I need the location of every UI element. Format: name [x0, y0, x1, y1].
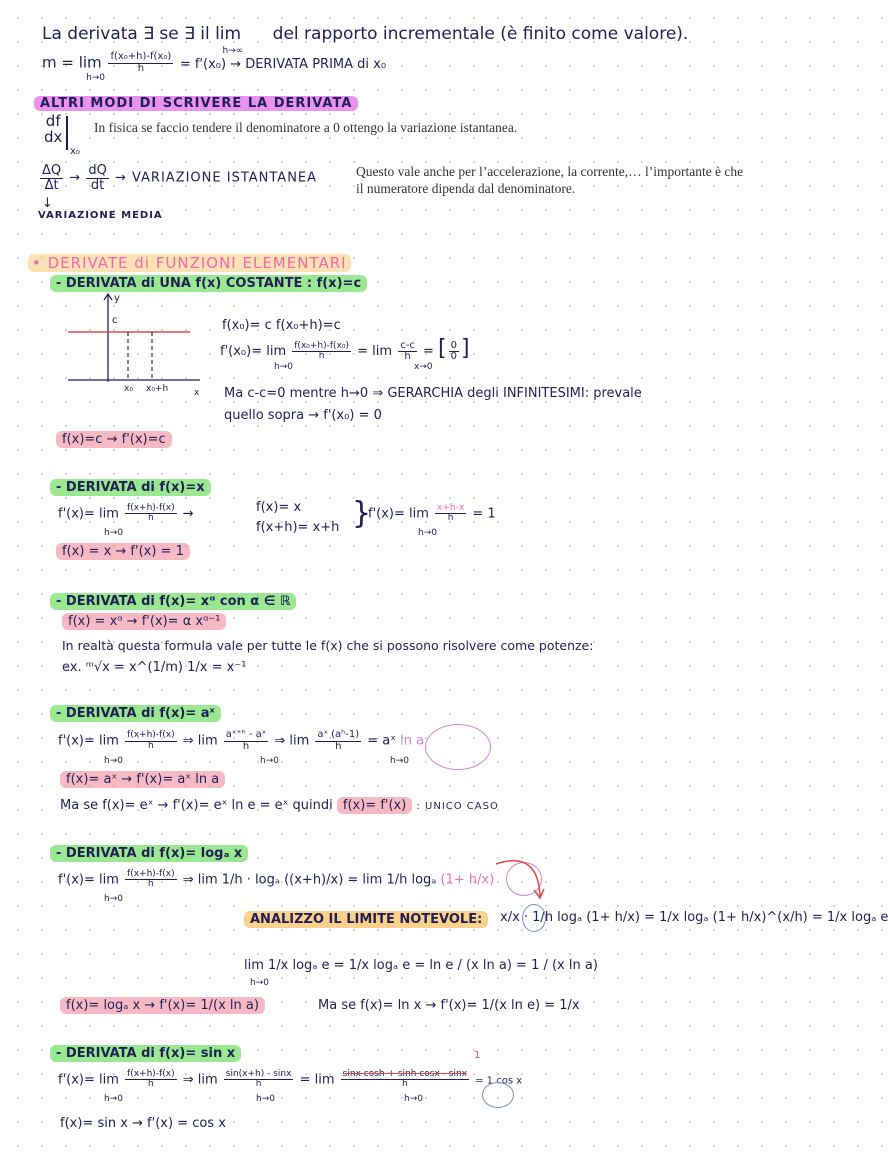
lim-label-2: = lim [357, 344, 393, 359]
ratio-numerator: f(x₀+h)-f(x₀) [110, 51, 172, 62]
sin-ratio [125, 1070, 177, 1090]
logaritmo-title [50, 846, 248, 861]
delta-fraction [40, 164, 63, 192]
zero-num: 0 [450, 339, 457, 351]
costante-line4: quello sopra → f'(x₀) = 0 [224, 408, 382, 423]
sin-ratio-3 [341, 1070, 469, 1090]
logaritmo-ma: Ma se f(x)= ln x → f'(x)= 1/(x ln e) = 1/x [318, 998, 580, 1013]
lim-subscript-3: h→0 [404, 1094, 423, 1104]
definition-line [42, 24, 689, 56]
lim-subscript: h→0 [86, 72, 106, 83]
lim-subscript: h→0 [104, 894, 123, 904]
exp-ratio-3-num: aˣ (aʰ-1) [317, 729, 360, 740]
graph-x0-label: x₀ [124, 384, 133, 394]
sinh-circle [482, 1082, 514, 1108]
delta-t: Δt [44, 177, 59, 193]
delta-q: ΔQ [42, 163, 62, 178]
arrow: → [69, 170, 81, 186]
exp-ln-a: ln a [400, 733, 425, 749]
dx-result-text: f(x) = x → f'(x) = 1 [56, 543, 190, 560]
lim-label-3: ⇒ lim [274, 733, 310, 749]
potenza-formula [62, 614, 226, 629]
section-title-text: • DERIVATE di FUNZIONI ELEMENTARI [28, 254, 351, 272]
log-ratio [125, 870, 177, 890]
graph-x0h-label: x₀+h [146, 384, 169, 394]
curved-arrow [488, 858, 548, 906]
esponenziale-line1 [58, 730, 424, 752]
logaritmo-result [60, 998, 265, 1013]
exp-ratio-3-den: h [335, 740, 342, 752]
exp-ratio-den: h [147, 740, 154, 751]
graph-c-label: c [112, 315, 118, 326]
sin-ratio-den: h [147, 1079, 154, 1090]
altri-modi-label: ALTRI MODI DI SCRIVERE LA DERIVATA [34, 96, 358, 111]
fisica-note: In fisica se faccio tendere il denominatore a 0 ottengo la variazione istantanea. [94, 120, 518, 135]
dq: dQ [88, 163, 107, 178]
lim-subscript-2: x→0 [414, 362, 433, 372]
exp-ratio-2 [224, 730, 268, 752]
costante-result [56, 432, 172, 447]
esponenziale-title [50, 706, 221, 721]
lim-label-2: f'(x)= lim [368, 506, 429, 522]
potenza-title [50, 594, 296, 609]
lim-label: f'(x₀)= lim [220, 344, 287, 359]
dx-ratio [125, 504, 177, 524]
potenza-example: ex. ᵐ√x = x^(1/m) 1/x = x⁻¹ [62, 660, 247, 675]
seno-result: f(x)= sin x → f'(x) = cos x [60, 1116, 226, 1131]
right-bracket: ] [460, 336, 470, 361]
dx-line1 [58, 504, 194, 524]
constant-function-graph [60, 294, 210, 398]
definition-rest: del rapporto incrementale (è finito come valore). [272, 24, 689, 44]
esponenziale-ma-text: Ma se f(x)= eˣ → f'(x)= eˣ ln e = eˣ quindi [60, 798, 333, 813]
costante-ratio-num: f(x₀+h)-f(x₀) [294, 340, 350, 351]
lim-subscript: h→0 [104, 528, 123, 538]
esponenziale-result-text: f(x)= aˣ → f'(x)= aˣ ln a [60, 771, 225, 788]
sin-ratio-num: f(x+h)-f(x) [127, 1069, 175, 1079]
incremental-ratio [108, 52, 173, 74]
exp-ratio-2-den: h [242, 740, 250, 752]
costante-ratio [292, 342, 351, 362]
logaritmo-result-text: f(x)= logₐ x → f'(x)= 1/(x ln a) [60, 997, 265, 1014]
lim-label-2: ⇒ lim [182, 733, 218, 749]
logaritmo-line1 [58, 870, 494, 890]
lim-label-2: ⇒ lim [182, 1072, 218, 1088]
sin-ratio-2-den: h [255, 1079, 262, 1090]
potenza-title-text: - DERIVATA di f(x)= xᵅ con α ∈ ℝ [50, 593, 296, 610]
variazione-istantanea: → VARIAZIONE ISTANTANEA [114, 170, 318, 186]
log-ratio-den: h [147, 879, 154, 890]
dq-dt-fraction [86, 164, 108, 192]
dx-title [50, 480, 211, 495]
brace: } [352, 496, 372, 531]
lim-label: f'(x)= lim [58, 872, 119, 888]
sin-ratio-3-den: h [401, 1079, 408, 1090]
esponenziale-ma [60, 798, 499, 813]
dx-ratio-2 [435, 504, 466, 524]
potenza-note: In realtà questa formula vale per tutte le f(x) che si possono risolvere come potenze: [62, 638, 594, 653]
dx-title-text: - DERIVATA di f(x)=x [50, 479, 211, 496]
log-ratio-num: f(x+h)-f(x) [127, 869, 175, 879]
exp-ratio-3 [315, 730, 361, 752]
lim-subscript: h→∞ [222, 46, 244, 56]
log-line3: lim 1/x logₐ e = 1/x logₐ e = ln e / (x ln a) = 1 / (x ln a) [244, 958, 598, 973]
sin-result-eq: = 1 cos x [475, 1075, 523, 1087]
df-label: df [45, 112, 61, 130]
logaritmo-title-text: - DERIVATA di f(x)= logₐ x [50, 845, 248, 862]
df-dx-fraction [42, 114, 64, 146]
sin-ratio-3-num: sinx cosh + sinh cosx - sinx [342, 1069, 467, 1079]
costante-result-text: f(x)=c → f'(x)=c [56, 431, 172, 448]
unico-caso-formula: f(x)= f'(x) [337, 797, 412, 814]
variazione-media: VARIAZIONE MEDIA [38, 210, 163, 221]
dx-ratio-den: h [147, 513, 154, 524]
esponenziale-result [60, 772, 225, 787]
log-limit-chain: ⇒ lim 1/h · logₐ ((x+h)/x) = lim 1/h logₐ [182, 872, 437, 888]
exp-ratio-2-num: aˣ⁺ʰ - aˣ [225, 729, 267, 740]
accel-note-line2: il numeratore dipenda dal denominatore. [356, 181, 576, 196]
altri-modi-title [34, 96, 358, 111]
lim-subscript: h→0 [104, 756, 123, 766]
sin-one-annotation: 1 [474, 1050, 481, 1061]
dx-ratio-2-num: x+h-x [437, 503, 465, 513]
down-arrow: ↓ [42, 196, 53, 211]
dx-line1b [368, 504, 496, 524]
cancel-circle [522, 904, 546, 932]
cc-den: h [404, 351, 411, 362]
seno-title-text: - DERIVATA di f(x)= sin x [50, 1045, 241, 1062]
lim-subscript-3: h→0 [390, 756, 409, 766]
arrow: → [182, 506, 194, 522]
lim-subscript-2: h→0 [260, 756, 279, 766]
lim-label: f'(x)= lim [58, 506, 119, 522]
sin-ratio-2-num: sin(x+h) - sinx [225, 1069, 292, 1079]
m-lim: m = lim [42, 53, 102, 72]
costante-ratio-den: h [318, 351, 325, 361]
seno-title [50, 1046, 241, 1061]
dx-result [56, 544, 190, 559]
dx-equals-one: = 1 [472, 506, 496, 522]
costante-title [50, 276, 367, 291]
costante-line3: Ma c-c=0 mentre h→0 ⇒ GERARCHIA degli INFINITESIMI: prevale [224, 386, 642, 401]
lim-subscript: h→0 [104, 1094, 123, 1104]
costante-line2 [220, 336, 470, 363]
lim-subscript-2: h→0 [256, 1094, 275, 1104]
left-bracket: [ [438, 336, 447, 361]
lim-subscript: h→0 [274, 362, 293, 372]
potenza-formula-text: f(x) = xᵅ → f'(x)= α xᵅ⁻¹ [62, 613, 226, 630]
df-dx-notation [40, 114, 66, 146]
cc-num: c-c [400, 339, 415, 351]
x0-subscript: x₀ [70, 146, 80, 157]
log-paren: (1+ h/x) [440, 872, 495, 888]
costante-title-text: - DERIVATA di UNA f(x) COSTANTE : f(x)=c [50, 275, 367, 292]
definition-text: La derivata ∃ se ∃ il lim [42, 24, 242, 44]
evaluation-bar [66, 116, 68, 150]
dx-label: dx [44, 127, 63, 146]
cc-fraction [398, 341, 417, 363]
derivata-prima-label: = f'(x₀) → DERIVATA PRIMA di x₀ [179, 56, 387, 72]
dx-ratio-2-den: h [447, 513, 454, 524]
log-line2: x/x · 1/h logₐ (1+ h/x) = 1/x logₐ (1+ h/x)^(x/h) = 1/x logₐ e [500, 910, 888, 925]
accel-note-line1: Questo vale anche per l’accelerazione, la corrente,… l’importante è che [356, 164, 744, 179]
exp-ratio [125, 731, 177, 751]
lim-label-3: = lim [299, 1072, 335, 1088]
highlight-circle [425, 724, 491, 770]
zero-den: 0 [450, 351, 457, 362]
dx-fxh: f(x+h)= x+h [256, 520, 340, 535]
graph-x-label: x [194, 388, 200, 398]
dx-fx: f(x)= x [256, 500, 302, 515]
exp-equals: = aˣ [367, 733, 397, 749]
graph-y-label: y [114, 293, 120, 304]
lim-label: f'(x)= lim [58, 1072, 119, 1088]
section-title [28, 254, 351, 272]
unico-caso-label: : UNICO CASO [416, 801, 499, 812]
analizzo-label [244, 912, 488, 927]
dt: dt [90, 177, 105, 193]
lim-subscript-2: h→0 [418, 528, 437, 538]
equals: = [422, 344, 434, 359]
exp-ratio-num: f(x+h)-f(x) [127, 730, 175, 741]
delta-notation [38, 164, 317, 192]
ratio-denominator: h [137, 62, 145, 74]
lim-label: f'(x)= lim [58, 733, 119, 749]
esponenziale-title-text: - DERIVATA di f(x)= aˣ [50, 705, 221, 722]
dx-ratio-num: f(x+h)-f(x) [127, 503, 175, 513]
seno-line1 [58, 1070, 522, 1090]
costante-line1: f(x₀)= c f(x₀+h)=c [222, 318, 341, 333]
sin-ratio-2 [224, 1070, 294, 1090]
zero-over-zero [449, 341, 459, 363]
lim-subscript-2: h→0 [250, 978, 269, 988]
analizzo-text: ANALIZZO IL LIMITE NOTEVOLE: [244, 911, 488, 928]
